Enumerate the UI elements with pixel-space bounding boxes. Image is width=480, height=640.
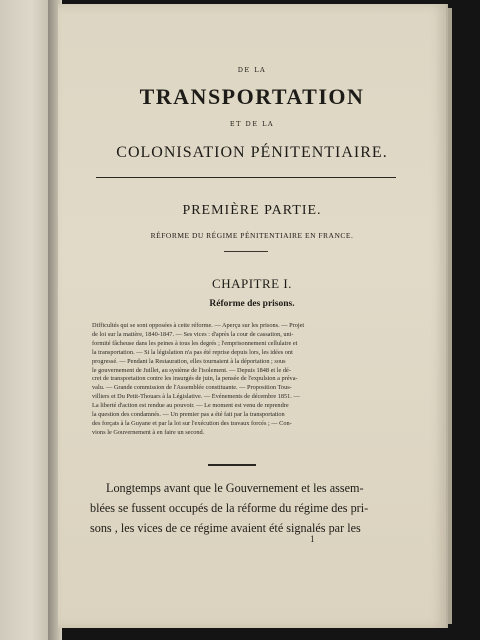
- title-connector: ET DE LA: [229, 120, 275, 128]
- facing-page: [0, 0, 52, 640]
- summary-line: cret de transportation contre les insurgés de juin, la pensée de l'expulsion a préva-: [92, 375, 298, 383]
- summary-line: la transportation. — Si la législation n'a pas été reprise depuis lors, les idées ont: [92, 348, 293, 356]
- summary-line: le gouvernement de Juillet, au système de l'isolement. — Depuis 1848 et le dé-: [92, 366, 291, 374]
- body-line: Longtemps avant que le Gouvernement et les assem-: [106, 481, 364, 495]
- chapter-summary: [92, 322, 400, 438]
- book-page: [58, 4, 446, 628]
- summary-line: vions le Gouvernement à en faire un second.: [92, 428, 205, 436]
- summary-line: Difficultés qui se sont opposées à cette réforme. — Aperçu sur les prisons. — Projet: [92, 322, 305, 329]
- chapter-heading: CHAPITRE I.: [212, 276, 292, 291]
- summary-line: des forçats à la Guyane et par la loi sur l'exécution des travaux forcés ; — Con-: [92, 419, 292, 427]
- chapter-subtitle: Réforme des prisons.: [209, 299, 295, 309]
- summary-line: de loi sur la matière, 1840-1847. — Ses vices : d'après la cour de cassation, uni-: [92, 330, 294, 338]
- title-prefix: DE LA: [237, 66, 267, 74]
- page-number: 1: [310, 534, 315, 544]
- page-edge: [446, 8, 452, 624]
- summary-line: la question des condamnés. — Un premier pas a été fait par la transportation: [92, 411, 285, 419]
- section-divider: [208, 464, 256, 466]
- ornament-divider: [224, 251, 268, 252]
- summary-line: formité fâcheuse dans les peines à tous les degrés ; l'emprisonnement cellulaire et: [92, 339, 298, 347]
- part-subtitle: RÉFORME DU RÉGIME PÉNITENTIAIRE EN FRANCE.: [150, 231, 354, 240]
- body-paragraph: [90, 478, 402, 538]
- summary-line: progressé. — Pendant la Restauration, elles tournaient à la déportation ; sous: [92, 357, 286, 365]
- summary-line: La liberté d'action est rendue au pouvoir. — Le moment est venu de reprendre: [92, 402, 289, 410]
- summary-line: villiers et Du Petit-Thouars à la Législative. — Événements de décembre 1851. —: [92, 393, 300, 401]
- title-second: COLONISATION PÉNITENTIAIRE.: [116, 144, 388, 161]
- title-rule: [96, 177, 396, 178]
- title-main: TRANSPORTATION: [139, 84, 365, 109]
- summary-line: valu. — Grande commission de l'Assemblée constituante. — Proposition Tous-: [92, 384, 292, 392]
- body-line: sons , les vices de ce régime avaient été signalés par les: [90, 521, 361, 535]
- part-heading: PREMIÈRE PARTIE.: [182, 203, 322, 218]
- body-line: blées se fussent occupés de la réforme du régime des pri-: [90, 501, 369, 515]
